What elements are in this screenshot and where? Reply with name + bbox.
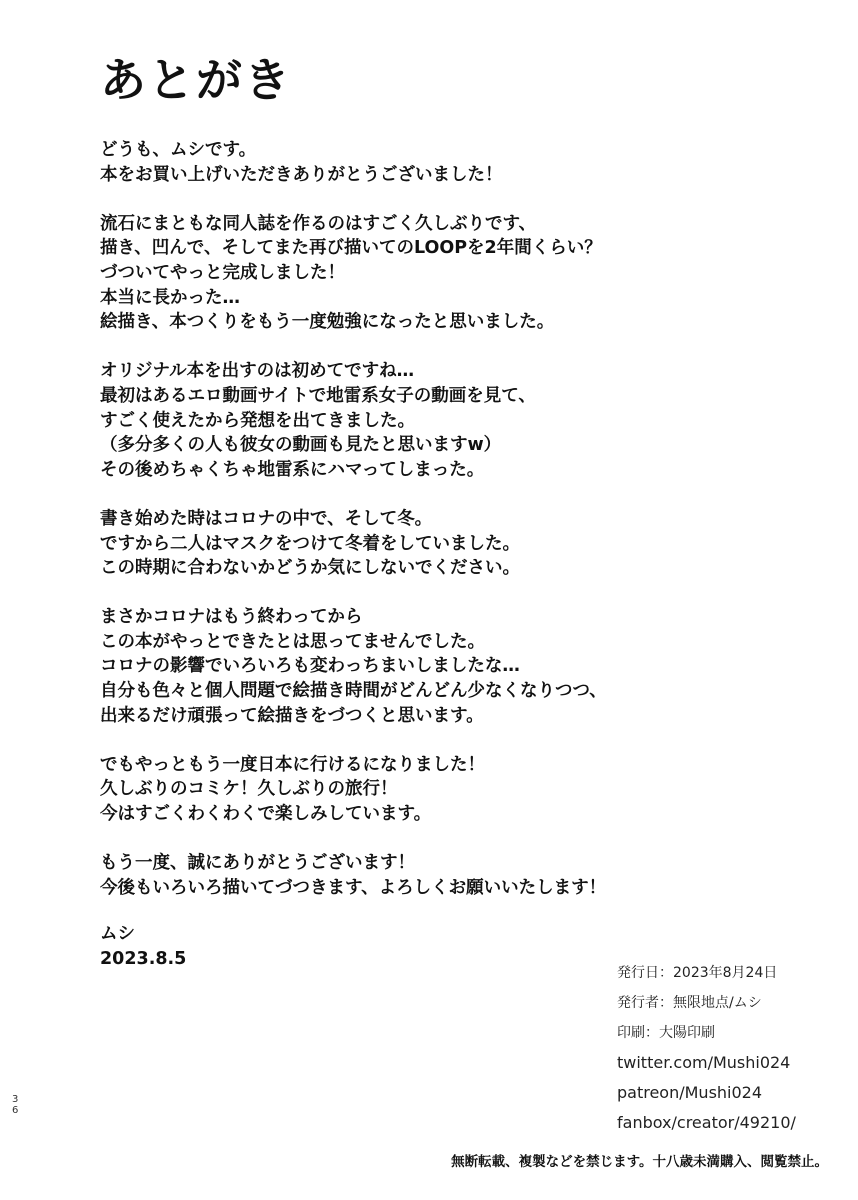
text-line: もう一度、誠にありがとうございます！	[100, 853, 415, 874]
text-line: 出来るだけ頑張って絵描きをづつくと思います。	[100, 705, 484, 726]
text-line: オリジナル本を出すのは初めてですね…	[100, 361, 415, 382]
text-line: 本当に長かった…	[100, 287, 240, 308]
text-line: 絵描き、本つくりをもう一度勉強になったと思いました。	[100, 312, 555, 333]
text-line: どうも、ムシです。	[100, 140, 257, 160]
afterword-body	[100, 138, 607, 925]
paragraph	[100, 753, 607, 827]
text-line: ですから二人はマスクをつけて冬着をしていました。	[100, 533, 520, 554]
text-line: 書き始めた時はコロナの中で、そして冬。	[100, 508, 433, 529]
text-line: 今後もいろいろ描いてづつきます、よろしくお願いいたします！	[100, 877, 607, 898]
text-line: でもやっともう一度日本に行けるになりました！	[100, 754, 485, 775]
issue-date: 発行日：2023年8月24日	[617, 965, 778, 981]
printer: 印刷：大陽印刷	[617, 1025, 715, 1041]
text-line: （多分多くの人も彼女の動画も見たと思いますw）	[100, 435, 502, 456]
paragraph	[100, 851, 607, 900]
paragraph	[100, 212, 607, 335]
twitter-handle: twitter.com/Mushi024	[617, 1053, 791, 1072]
signature	[100, 922, 186, 972]
page-title: あとがき	[100, 53, 292, 107]
text-line: この本がやっとできたとは思ってませんでした。	[100, 631, 485, 652]
paragraph	[100, 359, 607, 482]
paragraph	[100, 138, 607, 187]
colophon	[617, 958, 796, 1138]
paragraph	[100, 507, 607, 581]
text-line: コロナの影響でいろいろも変わっちまいしましたな…	[100, 656, 520, 677]
fanbox-handle: fanbox/creator/49210/	[617, 1113, 796, 1132]
text-line: この時期に合わないかどうか気にしないでください。	[100, 558, 520, 579]
text-line: 自分も色々と個人問題で絵描き時間がどんどん少なくなりつつ、	[100, 681, 607, 702]
text-line: 久しぶりのコミケ！久しぶりの旅行！	[100, 779, 398, 800]
text-line: すごく使えたから発想を出てきました。	[100, 410, 415, 431]
author-name: ムシ	[100, 924, 135, 944]
text-line: 流石にまともな同人誌を作るのはすごく久しぶりです、	[100, 213, 537, 234]
paragraph	[100, 605, 607, 728]
text-line: その後めちゃくちゃ地雷系にハマってしまった。	[100, 459, 485, 480]
signature-date: 2023.8.5	[100, 949, 187, 969]
publisher: 発行者：無限地点/ムシ	[617, 995, 762, 1011]
text-line: 今はすごくわくわくで楽しみしています。	[100, 804, 432, 825]
text-line: づついてやっと完成しました！	[100, 262, 345, 283]
patreon-handle: patreon/Mushi024	[617, 1083, 763, 1102]
text-line: まさかコロナはもう終わってから	[100, 607, 363, 628]
copyright-notice: 無断転載、複製などを禁じます。十八歳未満購入、閲覧禁止。	[451, 1154, 828, 1170]
text-line: 最初はあるエロ動画サイトで地雷系女子の動画を見て、	[100, 385, 536, 406]
text-line: 描き、凹んで、そしてまた再び描いてのLOOPを2年間くらい？	[100, 238, 602, 259]
text-line: 本をお買い上げいただきありがとうございました！	[100, 164, 503, 185]
page-number: 36	[12, 1094, 19, 1116]
